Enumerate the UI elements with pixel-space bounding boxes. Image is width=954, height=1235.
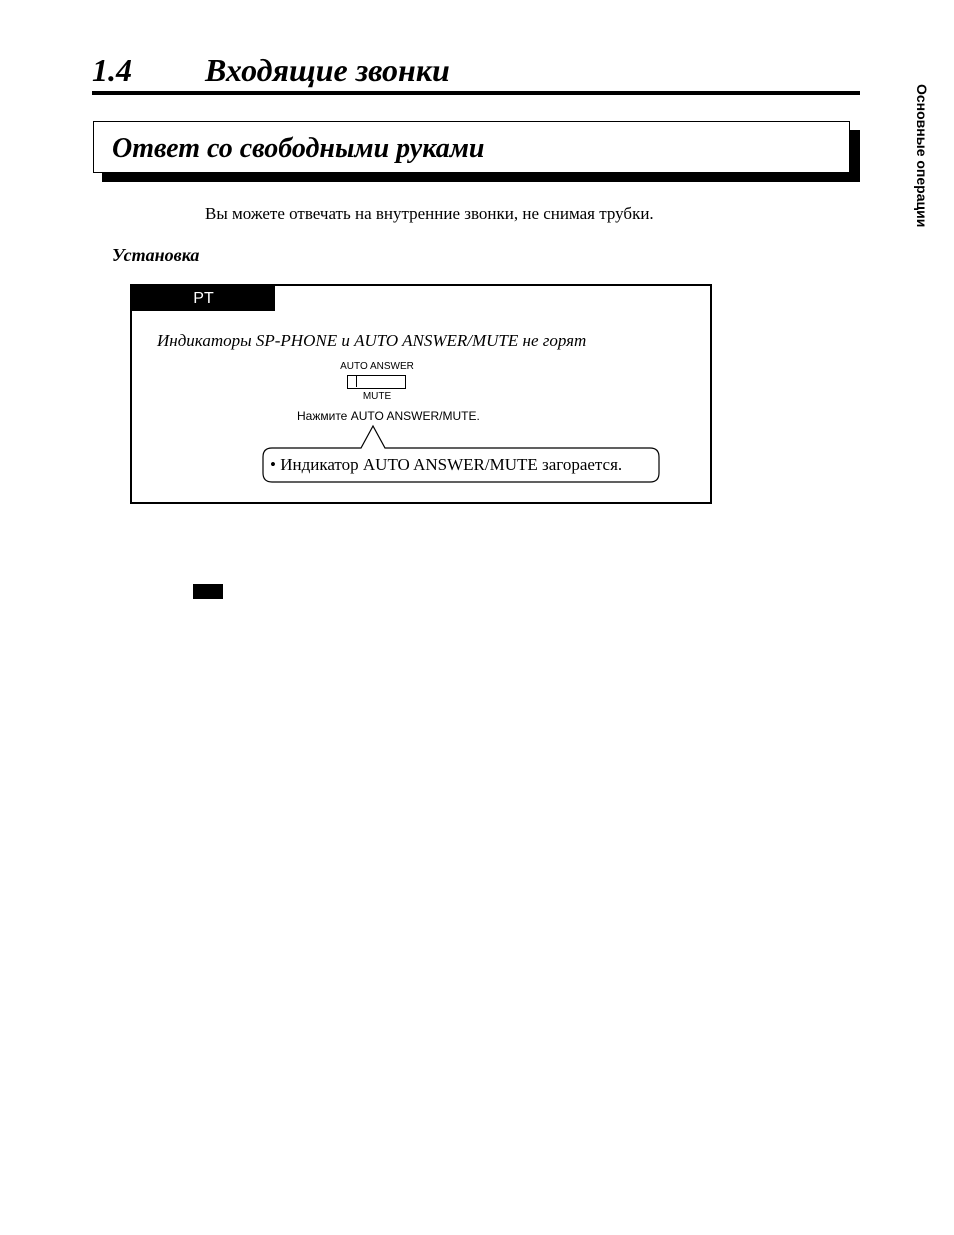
intro-text: Вы можете отвечать на внутренние звонки, не снимая трубки. [205,204,654,223]
mute-label: MUTE [362,391,392,402]
section-number: 1.4 [92,52,132,88]
pt-panel-tab: PT [132,286,275,311]
condition-text: Индикаторы SP-PHONE и AUTO ANSWER/MUTE не горят [157,331,587,350]
section-rule [92,91,860,95]
auto-answer-label: AUTO ANSWER [340,361,414,372]
led-indicator-icon [347,375,357,387]
side-tab-label: Основные операции [914,84,930,228]
topic-title: Ответ со свободными руками [112,133,485,164]
setup-heading: Установка [112,245,200,265]
section-title: Входящие звонки [205,52,450,88]
instruction-text: Нажмите AUTO ANSWER/MUTE. [297,409,480,423]
black-marker [193,584,223,599]
result-text: • Индикатор AUTO ANSWER/MUTE загорается. [270,455,623,474]
